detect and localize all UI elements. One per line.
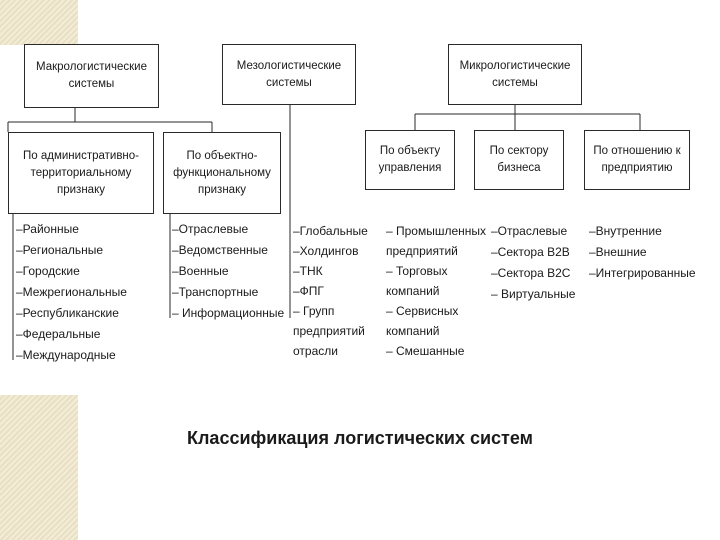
- micro-systems-label: Микрологистические системы: [459, 59, 571, 89]
- control-object-box: [365, 130, 455, 190]
- list-item: –Отраслевые: [172, 222, 249, 236]
- control-object-list: [386, 221, 486, 361]
- list-item: –Международные: [16, 348, 116, 362]
- enterprise-relation-label: По отношению к предприятию: [593, 145, 681, 174]
- list-item: – Информационные: [172, 306, 285, 320]
- list-item: – Групп предприятий отрасли: [293, 304, 365, 358]
- list-item: –Глобальные: [293, 224, 368, 238]
- object-functional-box: [163, 132, 281, 214]
- business-sector-box: [474, 130, 564, 190]
- list-item: –ТНК: [293, 264, 323, 278]
- list-item: –Внешние: [589, 245, 647, 259]
- meso-systems-box: [222, 44, 356, 105]
- macro-systems-box: [24, 44, 159, 108]
- admin-territorial-label: По административно- территориальному признаку: [23, 149, 139, 196]
- list-item: –Межрегиональные: [16, 285, 127, 299]
- micro-systems-box: [448, 44, 582, 105]
- meso-systems-label: Мезологистические системы: [236, 59, 342, 89]
- list-item: –Федеральные: [16, 327, 101, 341]
- list-item: –Сектора В2В: [491, 245, 570, 259]
- list-item: –Военные: [172, 264, 229, 278]
- list-item: –ФПГ: [293, 284, 324, 298]
- list-item: – Промышленных предприятий: [386, 224, 487, 258]
- list-item: –Сектора В2С: [491, 266, 571, 280]
- business-sector-list: [491, 221, 575, 305]
- list-item: –Транспортные: [172, 285, 259, 299]
- object-functional-list: [172, 219, 284, 324]
- admin-territorial-list: [16, 219, 127, 366]
- diagram-caption: Классификация логистических систем: [187, 428, 533, 448]
- list-item: –Региональные: [16, 243, 104, 257]
- list-item: –Интегрированные: [589, 266, 696, 280]
- enterprise-relation-list: [589, 221, 696, 284]
- business-sector-label: По сектору бизнеса: [489, 145, 549, 174]
- admin-territorial-box: [8, 132, 154, 214]
- list-item: – Сервисных компаний: [386, 304, 459, 338]
- list-item: – Торговых компаний: [386, 264, 448, 298]
- enterprise-relation-box: [584, 130, 690, 190]
- list-item: –Внутренние: [589, 224, 662, 238]
- macro-systems-label: Макрологистические системы: [36, 61, 147, 90]
- list-item: –Республиканские: [16, 306, 119, 320]
- list-item: –Районные: [16, 222, 79, 236]
- meso-types-list: [293, 221, 368, 361]
- object-functional-label: По объектно- функциональному признаку: [173, 149, 271, 196]
- list-item: –Отраслевые: [491, 224, 568, 238]
- list-item: –Городские: [16, 264, 80, 278]
- list-item: – Смешанные: [386, 344, 465, 358]
- list-item: –Холдингов: [293, 244, 359, 258]
- list-item: –Ведомственные: [172, 243, 268, 257]
- list-item: – Виртуальные: [491, 287, 576, 301]
- control-object-label: По объекту управления: [378, 145, 442, 174]
